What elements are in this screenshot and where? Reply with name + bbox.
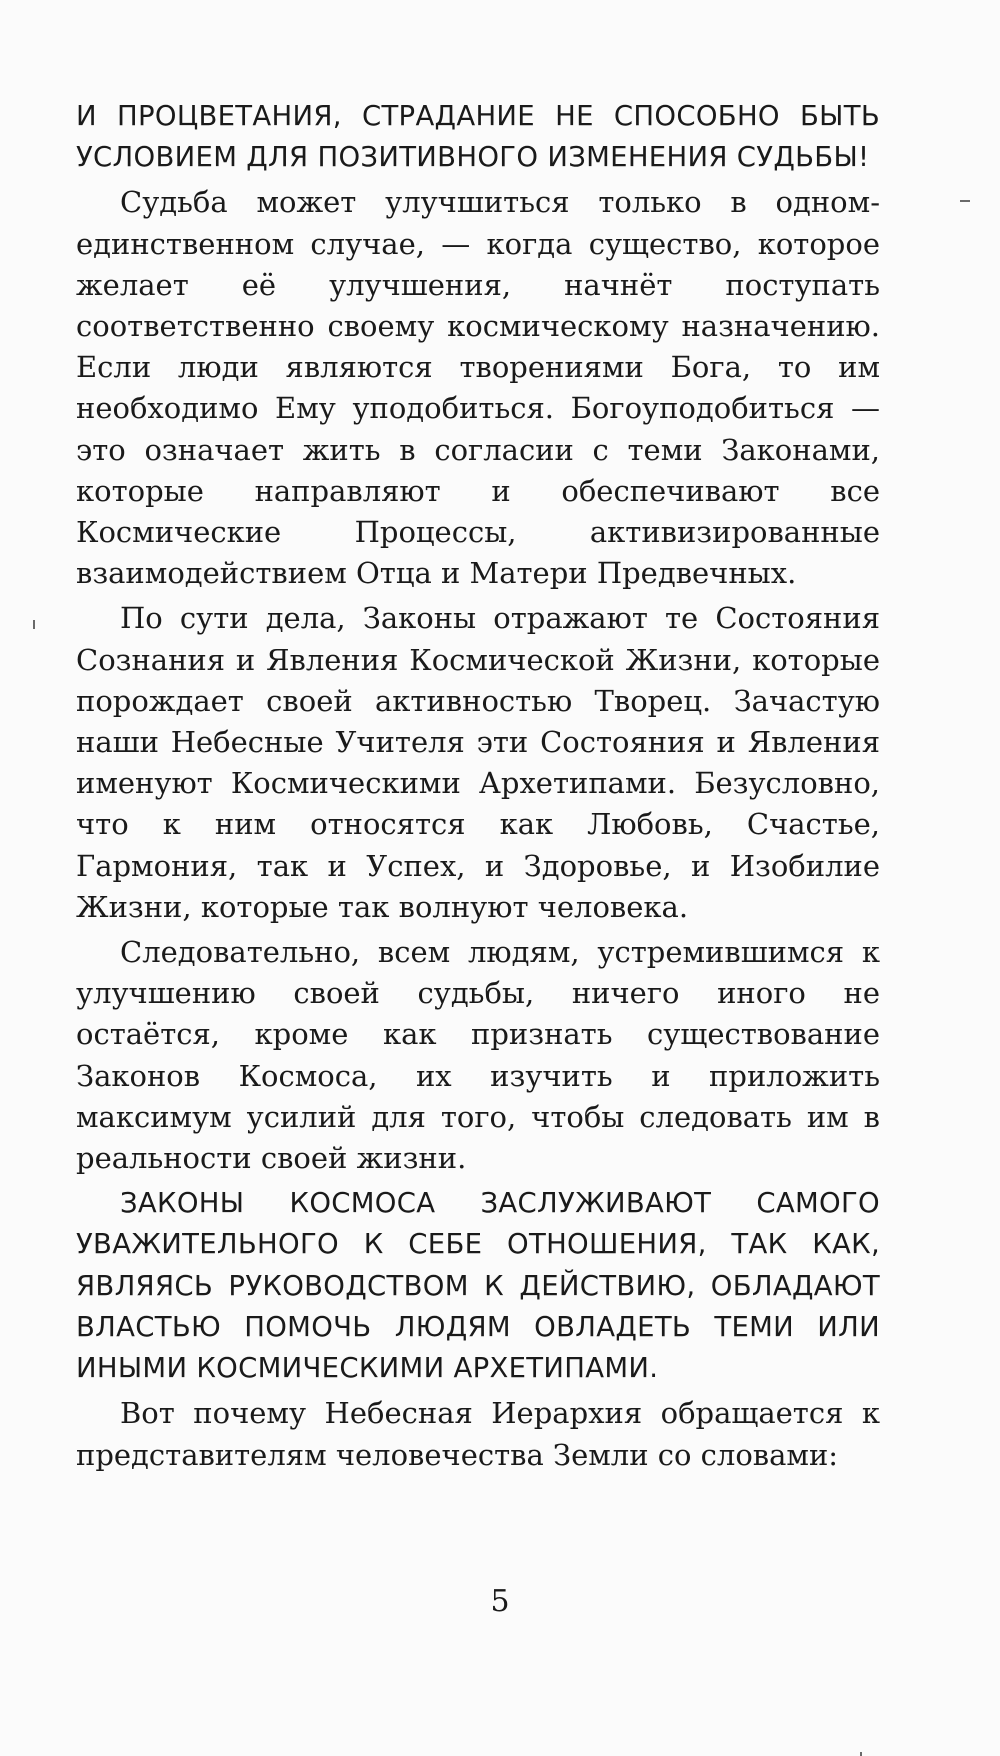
paragraph-3: По сути дела, Законы отражают те Состояния Сознания и Явления Космической Жизни, которые порождает своей активностью Творец. Зачастую наши Небесные Учителя эти Состояния и Явления именуют Космическими Архетипами. Безусловно, что к ним относятся как Любовь, Счастье, Гармония, так и Успех, и Здоровье, и Изобилие Жизни, которые так волнуют человека.	[76, 601, 880, 924]
scan-speck-bottom	[860, 1752, 862, 1756]
page-number: 5	[490, 1584, 510, 1619]
paragraph-4: Следовательно, всем людям, устремившимся к улучшению своей судьбы, ничего иного не остаётся, кроме как признать существование Законов Космоса, их изучить и приложить максимум усилий для того, чтобы следовать им в реальности своей жизни.	[76, 935, 880, 1176]
page-body-text	[76, 96, 880, 1476]
paragraph-6: Вот почему Небесная Иерархия обращается к представителям человечества Земли со словами:	[76, 1396, 880, 1472]
paragraph-1-caps-continuation: И ПРОЦВЕТАНИЯ, СТРАДАНИЕ НЕ СПОСОБНО БЫТЬ УСЛОВИЕМ ДЛЯ ПОЗИТИВНОГО ИЗМЕНЕНИЯ СУДЬБЫ!	[76, 100, 880, 174]
paragraph-5-caps: ЗАКОНЫ КОСМОСА ЗАСЛУЖИВАЮТ САМОГО УВАЖИТЕЛЬНОГО К СЕБЕ ОТНОШЕНИЯ, ТАК КАК, ЯВЛЯЯСЬ РУКОВОДСТВОМ К ДЕЙСТВИЮ, ОБЛАДАЮТ ВЛАСТЬЮ ПОМОЧЬ ЛЮДЯМ ОВЛАДЕТЬ ТЕМИ ИЛИ ИНЫМИ КОСМИЧЕСКИМИ АРХЕТИПАМИ.	[76, 1187, 880, 1385]
scan-speck-left	[33, 620, 35, 629]
paragraph-2: Судьба может улучшиться только в одном-единственном случае, — когда существо, которое желает её улучшения, начнёт поступать соответственно своему космическому назначению. Если люди являются творениями Бога, то им необходимо Ему уподобиться. Богоуподобиться — это означает жить в согласии с теми Законами, которые направляют и обеспечивают все Космические Процессы, активизированные взаимодействием Отца и Матери Предвечных.	[76, 185, 880, 591]
scan-speck-right	[960, 200, 970, 202]
